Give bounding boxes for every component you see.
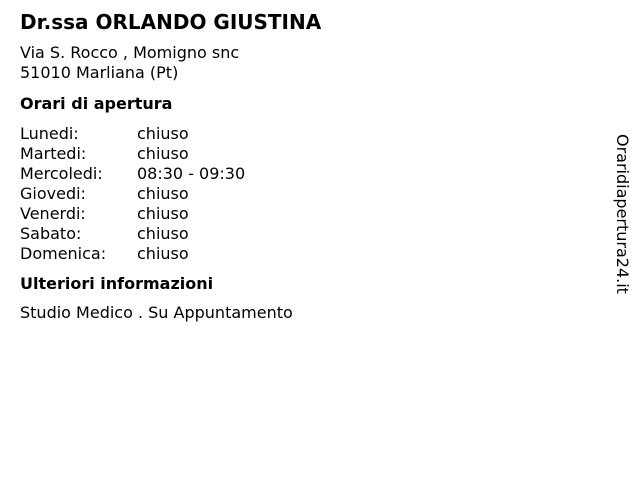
address-city: 51010 Marliana (Pt) — [20, 63, 179, 82]
hours-row-thursday — [20, 184, 600, 204]
hours-row-monday — [20, 124, 600, 144]
address-block — [20, 43, 600, 83]
hours-value: chiuso — [137, 184, 189, 203]
further-info-text: Studio Medico . Su Appuntamento — [20, 303, 293, 322]
further-info-heading: Ulteriori informazioni — [20, 274, 214, 293]
business-card — [20, 10, 600, 323]
hours-row-saturday — [20, 224, 600, 244]
day-label: Mercoledi: — [20, 164, 103, 183]
hours-row-sunday — [20, 244, 600, 264]
hours-value: chiuso — [137, 204, 189, 223]
hours-value: chiuso — [137, 124, 189, 143]
day-label: Lunedi: — [20, 124, 79, 143]
opening-hours-heading: Orari di apertura — [20, 94, 173, 113]
day-label: Giovedi: — [20, 184, 86, 203]
hours-value: chiuso — [137, 224, 189, 243]
hours-value: 08:30 - 09:30 — [137, 164, 246, 183]
day-label: Domenica: — [20, 244, 107, 263]
day-label: Venerdi: — [20, 204, 86, 223]
day-label: Sabato: — [20, 224, 82, 243]
hours-value: chiuso — [137, 144, 189, 163]
opening-hours-table — [20, 124, 600, 264]
page-title: Dr.ssa ORLANDO GIUSTINA — [20, 10, 322, 34]
address-street: Via S. Rocco , Momigno snc — [20, 43, 240, 62]
hours-row-wednesday — [20, 164, 600, 184]
hours-value: chiuso — [137, 244, 189, 263]
hours-row-tuesday — [20, 144, 600, 164]
day-label: Martedi: — [20, 144, 87, 163]
hours-row-friday — [20, 204, 600, 224]
site-watermark: Oraridiapertura24.it — [613, 134, 632, 294]
